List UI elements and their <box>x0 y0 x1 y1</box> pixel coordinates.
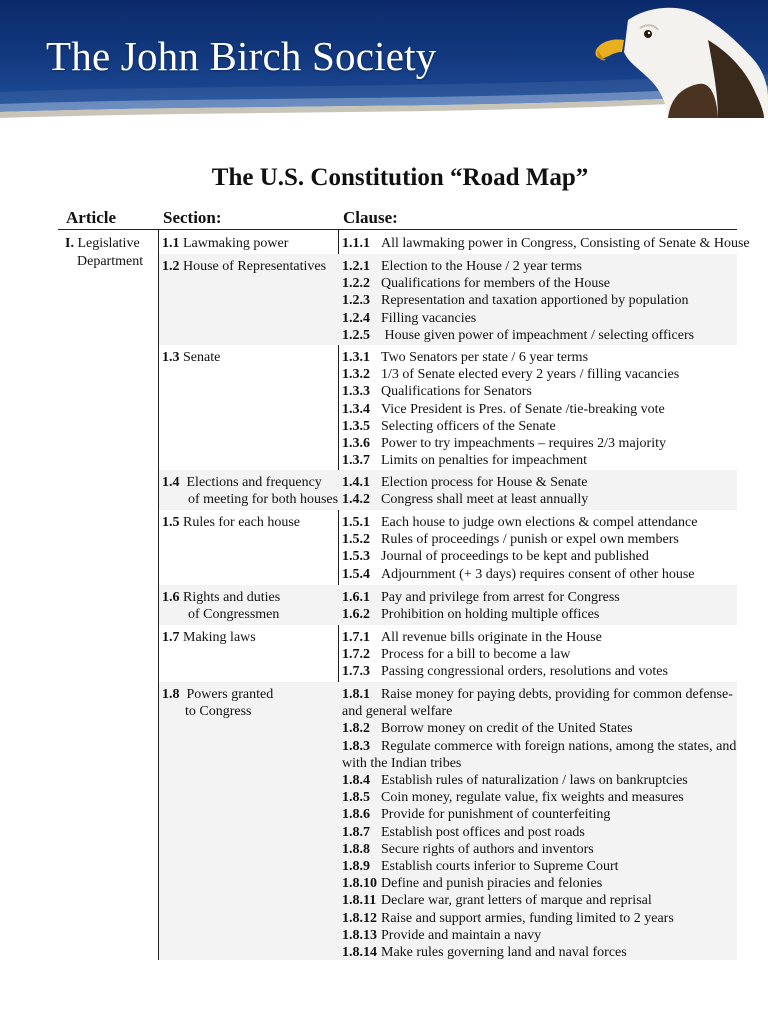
section-number: 1.6 <box>162 590 180 605</box>
clause-text: Vice President is Pres. of Senate /tie-breaking vote <box>381 401 665 417</box>
clause-row <box>342 548 742 565</box>
section-group <box>159 510 737 585</box>
clause-number: 1.8.6 <box>342 807 370 823</box>
clause-row <box>342 418 742 435</box>
clause-text: Selecting officers of the Senate <box>381 418 556 434</box>
section-cell <box>162 514 338 531</box>
column-header-section: Section: <box>163 208 222 227</box>
clause-number: 1.8.9 <box>342 859 370 875</box>
clause-row <box>342 258 742 275</box>
section-label-line2: of meeting for both houses <box>188 492 339 508</box>
section-number: 1.4 <box>162 475 180 490</box>
section-group <box>159 470 737 510</box>
clause-row <box>342 589 742 606</box>
clause-row <box>342 663 742 680</box>
clause-row <box>342 858 742 875</box>
section-group <box>159 345 737 470</box>
clause-row <box>342 366 742 383</box>
clause-text: Establish courts inferior to Supreme Court <box>381 859 619 875</box>
section-group <box>159 231 750 254</box>
clause-row <box>342 491 742 508</box>
section-label: Rules for each house <box>183 515 301 530</box>
clause-row <box>342 824 742 841</box>
clause-text: Election to the House / 2 year terms <box>381 259 582 274</box>
clause-row <box>342 892 742 909</box>
clause-text: Process for a bill to become a law <box>381 647 571 663</box>
clause-text: Regulate commerce with foreign nations, among the states, and <box>381 738 737 754</box>
clause-row <box>342 789 742 806</box>
clause-text: Pay and privilege from arrest for Congress <box>381 590 620 605</box>
section-label: Rights and duties <box>183 590 281 605</box>
clause-text: Rules of proceedings / punish or expel own members <box>381 532 679 548</box>
clause-row <box>342 927 742 944</box>
clause-text: Filling vacancies <box>381 310 477 326</box>
clause-text: Election process for House & Senate <box>381 475 588 490</box>
clause-row <box>342 275 742 292</box>
clause-row <box>342 841 742 858</box>
clause-number: 1.8.13 <box>342 927 377 943</box>
clause-number: 1.8.3 <box>342 738 370 754</box>
clause-text: Each house to judge own elections & compel attendance <box>381 515 698 530</box>
clause-list <box>342 474 742 508</box>
org-logo-text: The John Birch Society <box>46 33 437 79</box>
clause-text: Make rules governing land and naval forces <box>381 945 627 961</box>
clause-text: Establish rules of naturalization / laws on bankruptcies <box>381 773 688 789</box>
clause-row <box>342 310 742 327</box>
section-label: Powers granted <box>186 687 274 702</box>
section-cell <box>162 686 338 721</box>
clause-text: Qualifications for Senators <box>381 384 532 400</box>
clause-row <box>342 235 750 252</box>
clause-text: Define and punish piracies and felonies <box>381 876 603 892</box>
clause-number: 1.2.2 <box>342 276 370 292</box>
clause-text: Provide for punishment of counterfeiting <box>381 807 611 823</box>
header-rule <box>58 229 737 230</box>
clause-text: All lawmaking power in Congress, Consisting of Senate & House <box>381 236 750 251</box>
section-cell <box>162 349 338 366</box>
document-title: The U.S. Constitution “Road Map” <box>211 164 589 191</box>
clause-text: Coin money, regulate value, fix weights and measures <box>381 790 684 806</box>
section-cell <box>162 235 338 252</box>
clause-number: 1.7.1 <box>342 630 370 645</box>
clause-text-continued: and general welfare <box>342 704 453 720</box>
clause-number: 1.8.1 <box>342 687 370 702</box>
clause-text: Congress shall meet at least annually <box>381 492 589 508</box>
article-label: Legislative <box>77 236 140 251</box>
clause-number: 1.6.2 <box>342 607 370 623</box>
clause-text: Establish post offices and post roads <box>381 824 585 840</box>
clause-number: 1.6.1 <box>342 590 370 605</box>
clause-row <box>342 531 742 548</box>
clause-text: Qualifications for members of the House <box>381 276 610 292</box>
section-cell <box>162 258 338 275</box>
section-cell <box>162 474 338 509</box>
clause-list <box>342 589 742 623</box>
clause-row <box>342 738 742 755</box>
clause-number: 1.3.2 <box>342 367 370 383</box>
clause-number: 1.3.5 <box>342 418 370 434</box>
clause-text: Raise money for paying debts, providing for common defense- <box>381 687 733 702</box>
clause-text: Power to try impeachments – requires 2/3 majority <box>381 436 666 452</box>
clause-number: 1.3.3 <box>342 384 370 400</box>
clause-number: 1.1.1 <box>342 236 370 251</box>
clause-number: 1.5.3 <box>342 549 370 565</box>
clause-text: All revenue bills originate in the House <box>381 630 602 645</box>
clause-row <box>342 629 742 646</box>
clause-number: 1.4.1 <box>342 475 370 490</box>
section-label-line2: of Congressmen <box>188 607 280 623</box>
section-label-line2: to Congress <box>185 704 252 720</box>
clause-number: 1.7.3 <box>342 664 370 680</box>
clause-text: Provide and maintain a navy <box>381 927 542 943</box>
section-label: House of Representatives <box>183 259 327 274</box>
column-header-article: Article <box>66 208 117 227</box>
clause-text: 1/3 of Senate elected every 2 years / filling vacancies <box>381 367 680 383</box>
article-cell <box>65 235 155 271</box>
section-label: Making laws <box>183 630 256 645</box>
clause-list <box>342 629 742 681</box>
clause-number: 1.2.1 <box>342 259 370 274</box>
clause-row <box>342 401 742 418</box>
clause-number: 1.3.6 <box>342 436 370 452</box>
clause-number: 1.8.4 <box>342 773 370 789</box>
clause-row <box>342 566 742 583</box>
clause-number: 1.3.1 <box>342 350 370 365</box>
clause-text: Journal of proceedings to be kept and published <box>381 549 649 565</box>
clause-row <box>342 292 742 309</box>
clause-number: 1.8.8 <box>342 841 370 857</box>
section-number: 1.3 <box>162 350 180 365</box>
section-cell <box>162 589 338 624</box>
column-header-clause: Clause: <box>343 208 398 227</box>
clause-row <box>342 875 742 892</box>
section-number: 1.1 <box>162 236 180 251</box>
clause-number: 1.5.4 <box>342 566 370 582</box>
clause-row <box>342 806 742 823</box>
clause-text: Secure rights of authors and inventors <box>381 841 594 857</box>
clause-row <box>342 686 742 703</box>
clause-number: 1.5.1 <box>342 515 370 530</box>
clause-list <box>342 349 742 469</box>
clause-number: 1.2.3 <box>342 293 370 309</box>
clause-number: 1.8.10 <box>342 876 377 892</box>
eagle-icon <box>558 0 768 118</box>
clause-number: 1.2.5 <box>342 327 370 343</box>
section-number: 1.2 <box>162 259 180 274</box>
clause-number: 1.8.7 <box>342 824 370 840</box>
section-label: Senate <box>183 350 221 365</box>
clause-row <box>342 910 742 927</box>
clause-number: 1.8.12 <box>342 910 377 926</box>
clause-number: 1.8.11 <box>342 893 377 909</box>
clause-list <box>342 258 742 344</box>
section-group <box>159 585 737 625</box>
clause-number: 1.8.14 <box>342 945 377 961</box>
article-number: I. <box>65 236 74 251</box>
clause-text: House given power of impeachment / selecting officers <box>381 327 695 343</box>
clause-row <box>342 720 742 737</box>
clause-number: 1.4.2 <box>342 492 370 508</box>
clause-text: Prohibition on holding multiple offices <box>381 607 600 623</box>
section-group <box>159 682 737 960</box>
clause-row <box>342 944 742 961</box>
clause-text: Limits on penalties for impeachment <box>381 453 588 469</box>
clause-row <box>342 383 742 400</box>
clause-text: Passing congressional orders, resolutions and votes <box>381 664 668 680</box>
clause-row <box>342 772 742 789</box>
section-group <box>159 254 737 345</box>
clause-row <box>342 474 742 491</box>
clause-row <box>342 646 742 663</box>
clause-text: Declare war, grant letters of marque and reprisal <box>381 893 652 909</box>
clause-row <box>342 349 742 366</box>
clause-number: 1.3.4 <box>342 401 370 417</box>
clause-number: 1.8.2 <box>342 721 370 737</box>
clause-row <box>342 435 742 452</box>
clause-number: 1.2.4 <box>342 310 370 326</box>
clause-text-continued: with the Indian tribes <box>342 755 462 771</box>
section-cell <box>162 629 338 646</box>
section-number: 1.8 <box>162 687 180 702</box>
clause-number: 1.3.7 <box>342 453 370 469</box>
section-label: Lawmaking power <box>183 236 289 251</box>
header-banner <box>0 0 768 128</box>
clause-text: Representation and taxation apportioned by population <box>381 293 689 309</box>
section-group <box>159 625 737 682</box>
clause-text: Adjournment (+ 3 days) requires consent of other house <box>381 566 695 582</box>
section-number: 1.5 <box>162 515 180 530</box>
clause-text: Borrow money on credit of the United States <box>381 721 633 737</box>
section-number: 1.7 <box>162 630 180 645</box>
clause-number: 1.5.2 <box>342 532 370 548</box>
clause-row <box>342 514 742 531</box>
clause-row <box>342 452 742 469</box>
section-label: Elections and frequency <box>186 475 322 490</box>
clause-number: 1.7.2 <box>342 647 370 663</box>
article-label-line2: Department <box>77 254 144 269</box>
clause-list <box>342 686 742 961</box>
clause-row <box>342 606 742 623</box>
clause-list <box>342 235 750 252</box>
clause-row <box>342 327 742 344</box>
clause-text: Raise and support armies, funding limited to 2 years <box>381 910 674 926</box>
clause-text: Two Senators per state / 6 year terms <box>381 350 589 365</box>
clause-list <box>342 514 742 583</box>
clause-number: 1.8.5 <box>342 790 370 806</box>
